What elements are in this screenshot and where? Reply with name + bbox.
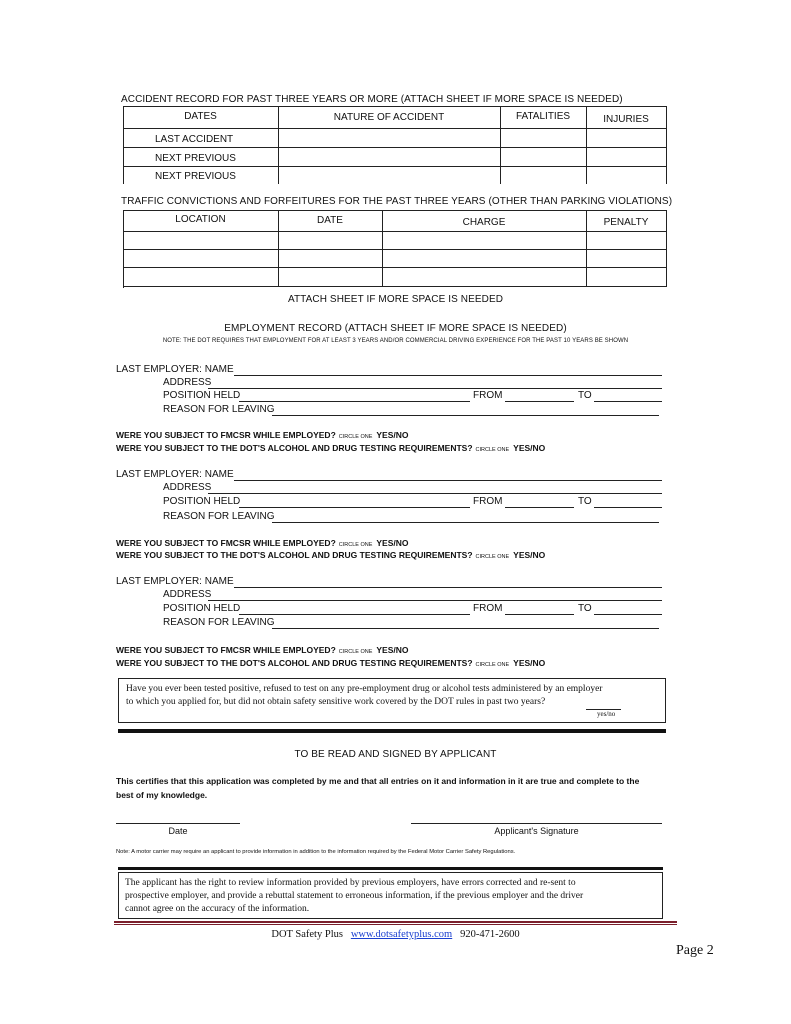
drug-testing-question — [116, 658, 545, 668]
circle-one-label: CIRCLE ONE — [475, 554, 510, 560]
drug-test-yes-no-label: yes/no — [597, 710, 616, 718]
to-field[interactable] — [594, 507, 662, 508]
fmcsr-yes-no[interactable]: YES/NO — [376, 538, 409, 548]
drug-testing-yes-no[interactable]: YES/NO — [513, 658, 546, 668]
fmcsr-question-text: WERE YOU SUBJECT TO FMCSR WHILE EMPLOYED? — [116, 538, 336, 548]
row-next-previous-2: NEXT PREVIOUS — [155, 171, 236, 182]
traffic-convictions-table — [123, 210, 667, 288]
footer-rule — [114, 921, 677, 923]
from-label: FROM — [473, 603, 503, 614]
fmcsr-yes-no[interactable]: YES/NO — [376, 645, 409, 655]
fmcsr-question — [116, 645, 409, 655]
from-field[interactable] — [505, 507, 574, 508]
position-held-label: POSITION HELD — [163, 390, 241, 401]
position-held-label: POSITION HELD — [163, 603, 241, 614]
accident-record-title: ACCIDENT RECORD FOR PAST THREE YEARS OR MORE (ATTACH SHEET IF MORE SPACE IS NEEDED) — [121, 94, 623, 105]
employer-name-label: LAST EMPLOYER: NAME — [116, 576, 234, 587]
to-label: TO — [578, 390, 592, 401]
fmcsr-question-text: WERE YOU SUBJECT TO FMCSR WHILE EMPLOYED? — [116, 430, 336, 440]
circle-one-label: CIRCLE ONE — [475, 662, 510, 668]
header-nature-of-accident: NATURE OF ACCIDENT — [333, 112, 445, 123]
header-location: LOCATION — [175, 214, 226, 225]
applicant-signature-label: Applicant's Signature — [494, 826, 579, 836]
circle-one-label: CIRCLE ONE — [338, 434, 373, 440]
traffic-convictions-title: TRAFFIC CONVICTIONS AND FORFEITURES FOR THE PAST THREE YEARS (OTHER THAN PARKING VIOLATIONS) — [121, 196, 673, 207]
reason-for-leaving-field[interactable] — [272, 522, 659, 523]
from-label: FROM — [473, 496, 503, 507]
employer-name-label: LAST EMPLOYER: NAME — [116, 469, 234, 480]
address-field[interactable] — [208, 493, 662, 494]
fmcsr-yes-no[interactable]: YES/NO — [376, 430, 409, 440]
position-held-field[interactable] — [239, 614, 470, 615]
footer-phone: 920-471-2600 — [460, 929, 520, 940]
address-label: ADDRESS — [163, 377, 212, 388]
header-injuries: INJURIES — [603, 114, 649, 125]
fmcsr-question — [116, 538, 409, 548]
reason-for-leaving-label: REASON FOR LEAVING — [163, 617, 275, 628]
address-field[interactable] — [208, 600, 662, 601]
address-label: ADDRESS — [163, 482, 212, 493]
footer-company: DOT Safety Plus — [271, 929, 343, 940]
employment-record-note: NOTE: THE DOT REQUIRES THAT EMPLOYMENT FOR AT LEAST 3 YEARS AND/OR COMMERCIAL DRIVING EXPERIENCE FOR THE PAST 10 YEARS BE SHOWN — [162, 338, 629, 344]
row-next-previous-1: NEXT PREVIOUS — [155, 153, 236, 164]
from-label: FROM — [473, 390, 503, 401]
reason-for-leaving-field[interactable] — [272, 628, 659, 629]
footer-rule-thin — [114, 924, 677, 925]
to-field[interactable] — [594, 401, 662, 402]
row-last-accident: LAST ACCIDENT — [155, 134, 234, 145]
header-fatalities: FATALITIES — [515, 111, 571, 122]
rights-line-1: The applicant has the right to review information provided by previous employers, have errors corrected and re-sent to — [125, 878, 576, 888]
footer-website-link[interactable]: www.dotsafetyplus.com — [350, 929, 453, 940]
drug-testing-question-text: WERE YOU SUBJECT TO THE DOT'S ALCOHOL AND DRUG TESTING REQUIREMENTS? — [116, 443, 473, 453]
drug-test-question-line-1: Have you ever been tested positive, refused to test on any pre-employment drug or alcohol tests administered by an employer — [126, 684, 603, 694]
applicant-rights-box — [118, 872, 663, 919]
header-dates: DATES — [184, 111, 217, 122]
employer-block-3 — [0, 576, 791, 686]
drug-testing-yes-no[interactable]: YES/NO — [513, 443, 546, 453]
footer-contact — [0, 929, 791, 940]
page-number: Page 2 — [676, 943, 714, 958]
from-field[interactable] — [505, 401, 574, 402]
header-penalty: PENALTY — [603, 217, 649, 228]
employer-block-2 — [0, 469, 791, 579]
employer-name-label: LAST EMPLOYER: NAME — [116, 364, 234, 375]
reason-for-leaving-label: REASON FOR LEAVING — [163, 511, 275, 522]
position-held-field[interactable] — [239, 401, 470, 402]
read-and-sign-title: TO BE READ AND SIGNED BY APPLICANT — [294, 749, 497, 760]
circle-one-label: CIRCLE ONE — [338, 649, 373, 655]
position-held-field[interactable] — [239, 507, 470, 508]
attach-sheet-note: ATTACH SHEET IF MORE SPACE IS NEEDED — [287, 294, 504, 305]
section-divider — [118, 729, 666, 733]
employer-name-field[interactable] — [234, 375, 662, 376]
employer-name-field[interactable] — [234, 587, 662, 588]
fmcsr-question — [116, 430, 409, 440]
certification-line-2: best of my knowledge. — [116, 790, 208, 800]
circle-one-label: CIRCLE ONE — [338, 542, 373, 548]
employer-block-1 — [0, 364, 791, 474]
from-field[interactable] — [505, 614, 574, 615]
circle-one-label: CIRCLE ONE — [475, 447, 510, 453]
address-field[interactable] — [208, 388, 662, 389]
drug-test-question-line-2: to which you applied for, but did not obtain safety sensitive work covered by the DOT rules in past two years? — [126, 697, 546, 707]
drug-testing-question — [116, 550, 545, 560]
rights-box-top-rule — [118, 867, 663, 870]
employment-record-title: EMPLOYMENT RECORD (ATTACH SHEET IF MORE SPACE IS NEEDED) — [224, 323, 567, 334]
header-charge: CHARGE — [462, 217, 506, 228]
accident-record-table — [123, 106, 667, 184]
position-held-label: POSITION HELD — [163, 496, 241, 507]
rights-line-2: prospective employer, and provide a rebuttal statement to erroneous information, if the previous employer and the driver — [125, 891, 584, 901]
date-label: Date — [168, 826, 188, 836]
motor-carrier-note: Note: A motor carrier may require an applicant to provide information in addition to the information required by the Federal Motor Carrier Safety Regulations. — [116, 849, 516, 855]
date-signature-field[interactable] — [116, 823, 240, 824]
to-field[interactable] — [594, 614, 662, 615]
drug-test-question-box — [118, 678, 666, 723]
header-date: DATE — [317, 215, 343, 226]
drug-testing-question-text: WERE YOU SUBJECT TO THE DOT'S ALCOHOL AND DRUG TESTING REQUIREMENTS? — [116, 550, 473, 560]
to-label: TO — [578, 603, 592, 614]
fmcsr-question-text: WERE YOU SUBJECT TO FMCSR WHILE EMPLOYED? — [116, 645, 336, 655]
reason-for-leaving-field[interactable] — [272, 415, 659, 416]
applicant-signature-field[interactable] — [411, 823, 662, 824]
to-label: TO — [578, 496, 592, 507]
address-label: ADDRESS — [163, 589, 212, 600]
rights-line-3: cannot agree on the accuracy of the information. — [125, 904, 310, 914]
certification-line-1: This certifies that this application was completed by me and that all entries on it and information in it are true and complete to the — [116, 776, 640, 786]
reason-for-leaving-label: REASON FOR LEAVING — [163, 404, 275, 415]
drug-testing-yes-no[interactable]: YES/NO — [513, 550, 546, 560]
drug-testing-question-text: WERE YOU SUBJECT TO THE DOT'S ALCOHOL AND DRUG TESTING REQUIREMENTS? — [116, 658, 473, 668]
employer-name-field[interactable] — [234, 480, 662, 481]
drug-testing-question — [116, 443, 545, 453]
